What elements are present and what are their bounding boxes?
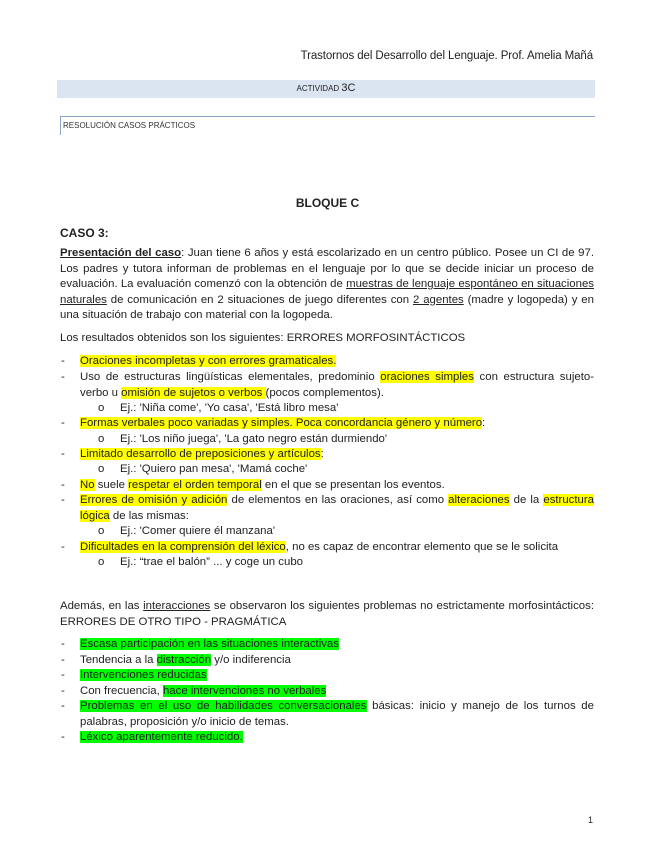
text: Dificultades en la comprensión del léxico xyxy=(80,541,286,553)
dash-icon: - xyxy=(61,479,65,491)
activity-label: ACTIVIDAD xyxy=(296,84,340,93)
text: estructura lógica xyxy=(80,494,595,522)
text: hace intervenciones no verbales xyxy=(162,685,327,697)
activity-number: 3C xyxy=(341,82,356,94)
dash-icon: - xyxy=(61,654,65,666)
underlined-text: muestras de lenguaje espontáneo en situaciones naturales xyxy=(60,278,594,306)
underlined-text: interacciones xyxy=(143,600,211,612)
bullet-icon: o xyxy=(98,463,105,475)
text: Formas verbales poco variadas y simples. Poca concordancia género y número xyxy=(80,417,483,429)
list-item xyxy=(61,668,594,684)
list-item xyxy=(61,684,594,700)
text: Errores de omisión y adición xyxy=(80,494,228,506)
text: de las mismas: xyxy=(109,509,189,522)
dash-icon: - xyxy=(61,371,65,383)
bullet-icon: o xyxy=(98,556,105,568)
text: Ej.: 'Comer quiere él manzana' xyxy=(120,525,276,537)
example-item xyxy=(98,401,339,417)
text: No xyxy=(80,479,95,491)
text: de comunicación en 2 situaciones de juego diferentes con xyxy=(106,293,413,306)
bullet-icon: o xyxy=(98,525,105,537)
underlined-text: 2 agentes xyxy=(412,293,464,306)
example-item xyxy=(98,462,308,478)
text: Ej.: “trae el balón” ... y coge un cubo xyxy=(120,556,303,568)
section-header xyxy=(60,116,595,135)
list-item xyxy=(61,540,594,556)
text: : xyxy=(320,448,324,460)
text: Ej.: 'Niña come', 'Yo casa', 'Está libro mesa' xyxy=(120,402,339,414)
interactions-paragraph xyxy=(60,599,594,630)
dash-icon: - xyxy=(61,731,65,743)
text: con estructura sujeto-verbo u xyxy=(80,371,594,399)
activity-band xyxy=(57,80,595,98)
dash-icon: - xyxy=(61,541,65,553)
text: en el que se presentan los eventos. xyxy=(261,479,445,491)
list-item xyxy=(61,447,594,463)
text: Ej.: 'Quiero pan mesa', 'Mamá coche' xyxy=(120,463,308,475)
list-item xyxy=(61,653,594,669)
text: de elementos en las oraciones, así como xyxy=(227,494,449,506)
text: Limitado desarrollo de preposiciones y artículos xyxy=(80,448,321,460)
bullet-icon: o xyxy=(98,433,105,445)
document-header: Trastornos del Desarrollo del Lenguaje. Prof. Amelia Mañá xyxy=(300,50,593,62)
text: Oraciones incompletas y con errores gramaticales. xyxy=(80,355,337,367)
text: Ej.: 'Los niño juega', 'La gato negro están durmiendo' xyxy=(120,433,388,445)
list-item xyxy=(61,493,595,524)
text: y/o indiferencia xyxy=(211,654,291,666)
text: Léxico aparentemente reducido. xyxy=(80,731,243,743)
example-item xyxy=(98,555,303,571)
text: Tendencia a la xyxy=(80,654,157,666)
results-intro: Los resultados obtenidos son los siguientes: ERRORES MORFOSINTÁCTICOS xyxy=(60,332,466,344)
list-item xyxy=(61,370,594,401)
page-number: 1 xyxy=(587,815,593,825)
text: suele xyxy=(94,479,129,491)
dash-icon: - xyxy=(61,700,65,712)
text: respetar el orden temporal xyxy=(128,479,262,491)
section-label: RESOLUCIÓN CASOS PRÁCTICOS xyxy=(63,121,196,130)
bullet-icon: o xyxy=(98,402,105,414)
example-item xyxy=(98,432,388,448)
example-item xyxy=(98,524,276,540)
text: , no es capaz de encontrar elemento que se le solicita xyxy=(285,541,559,553)
list-item xyxy=(61,416,594,432)
dash-icon: - xyxy=(61,448,65,460)
dash-icon: - xyxy=(61,417,65,429)
case-heading: CASO 3: xyxy=(60,226,109,240)
text: : xyxy=(482,417,486,429)
text: (pocos complementos). xyxy=(265,386,384,399)
text: se observaron los siguientes problemas no estrictamente morfosintácticos: ERRORES DE OTRO TIPO - PRAGMÁTICA xyxy=(60,600,594,628)
text: omisión de sujetos o verbos xyxy=(121,386,266,399)
text: Además, en las xyxy=(60,600,144,612)
dash-icon: - xyxy=(61,355,65,367)
dash-icon: - xyxy=(61,669,65,681)
text: alteraciones xyxy=(448,494,510,506)
list-item xyxy=(61,730,594,746)
text: Con frecuencia, xyxy=(80,685,163,697)
list-item xyxy=(61,699,594,730)
list-item xyxy=(61,478,594,494)
text: de la xyxy=(509,494,544,506)
text: : Juan tiene 6 años y está escolarizado en un centro público. Posee un CI de 97. Los padres y tutora informan de problemas en el lenguaje por lo que se decide iniciar un proceso de evaluación. La evaluación comenzó con la obtención de xyxy=(60,247,594,290)
text: Escasa participación en las situaciones interactivas xyxy=(80,638,339,650)
list-item xyxy=(61,637,594,653)
text: Problemas en el uso de habilidades conversacionales xyxy=(80,700,367,712)
text: distracción xyxy=(156,654,212,666)
presentation-heading: Presentación del caso xyxy=(60,247,182,259)
text: básicas: inicio y manejo de los turnos de palabras, proposición y/o inicio de temas. xyxy=(80,700,594,728)
dash-icon: - xyxy=(61,494,65,506)
text: Uso de estructuras lingüísticas elementales, predominio xyxy=(80,371,381,383)
text: (madre y logopeda) y en una situación de trabajo con material con la logopeda. xyxy=(60,293,594,321)
list-item xyxy=(61,354,594,370)
text: oraciones simples xyxy=(380,371,474,383)
page-title: BLOQUE C xyxy=(295,196,360,210)
presentation-paragraph xyxy=(60,246,594,324)
text: Intervenciones reducidas xyxy=(80,669,207,681)
dash-icon: - xyxy=(61,638,65,650)
dash-icon: - xyxy=(61,685,65,697)
